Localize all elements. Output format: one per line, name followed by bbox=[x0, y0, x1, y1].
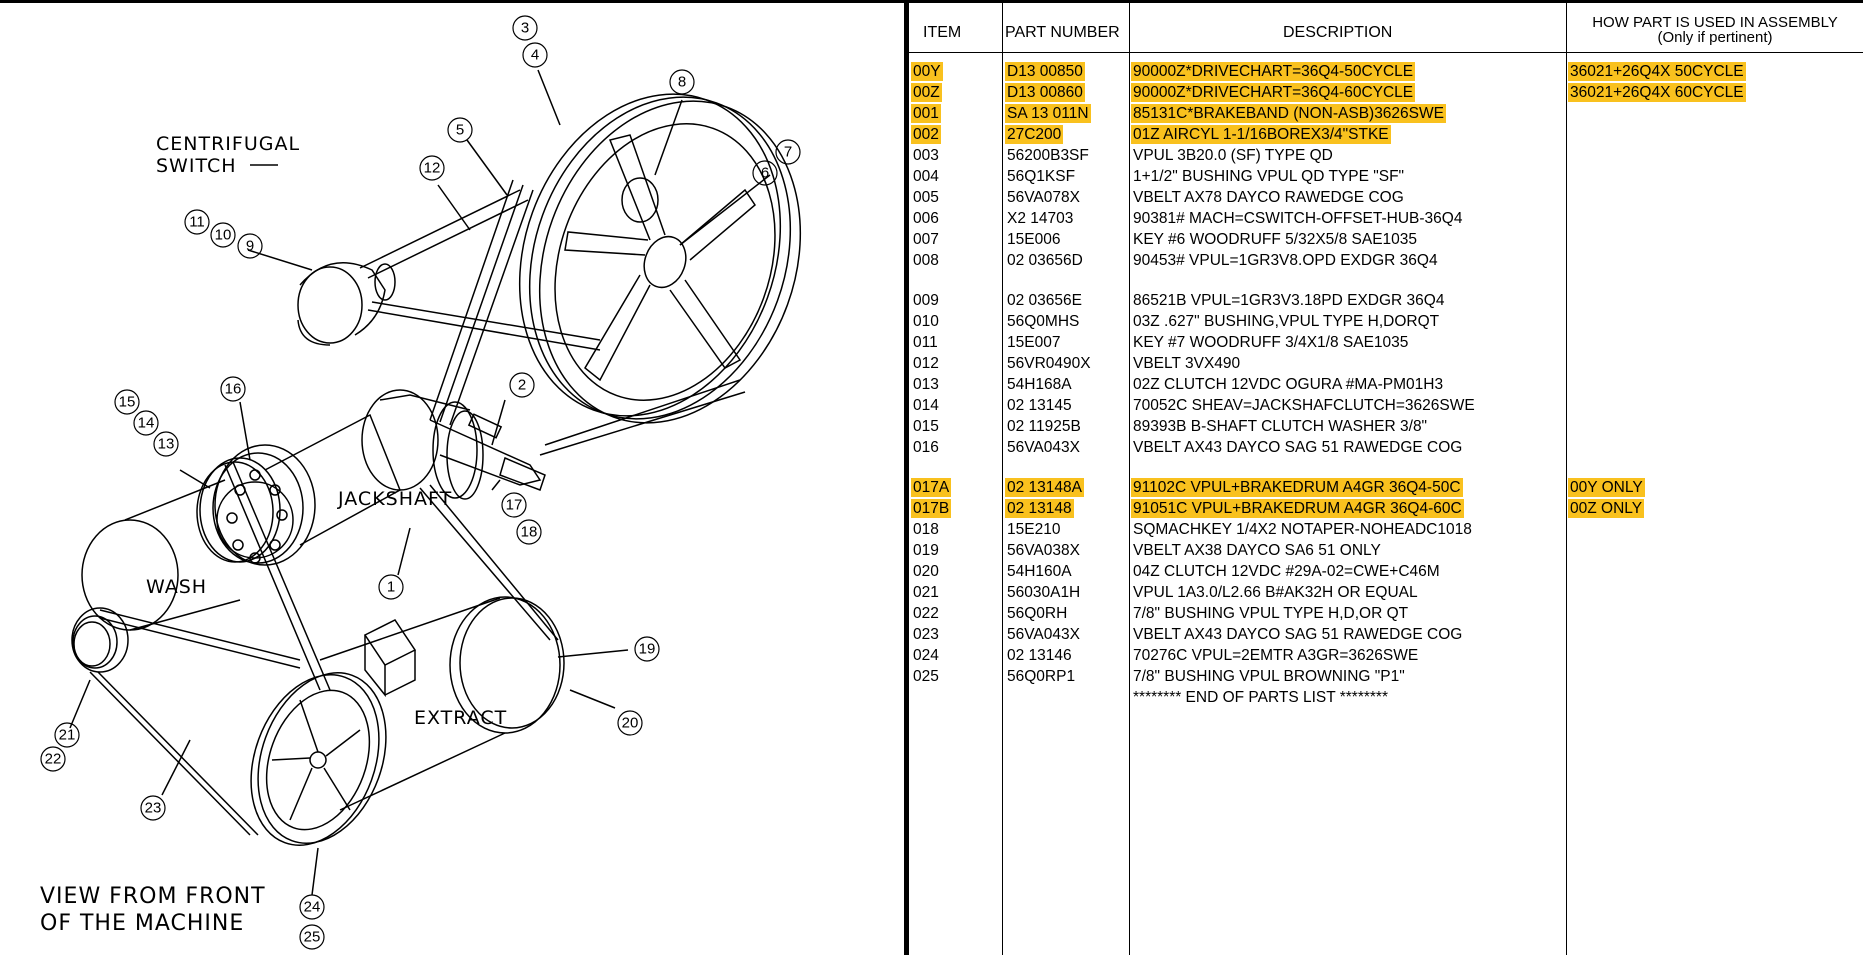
cell-part-number: 02 13145 bbox=[1007, 397, 1072, 414]
cell-item: 005 bbox=[913, 189, 939, 206]
cell-item: 008 bbox=[913, 252, 939, 269]
cell-item: 016 bbox=[913, 439, 939, 456]
callout-20: 20 bbox=[621, 714, 639, 732]
cell-description: 91051C VPUL+BRAKEDRUM A4GR 36Q4-60C bbox=[1133, 500, 1462, 517]
cell-usage: 36021+26Q4X 50CYCLE bbox=[1570, 63, 1744, 80]
cell-item: 004 bbox=[913, 168, 939, 185]
callout-9: 9 bbox=[245, 237, 255, 255]
cell-part-number: 56VA038X bbox=[1007, 542, 1080, 559]
callout-1: 1 bbox=[386, 578, 396, 596]
header-part-number: PART NUMBER bbox=[1005, 24, 1120, 41]
belt-5 bbox=[360, 190, 600, 350]
jackshaft-clutch bbox=[362, 390, 545, 499]
cell-description: VBELT AX38 DAYCO SA6 51 ONLY bbox=[1133, 542, 1381, 559]
view-caption-line1: VIEW FROM FRONT bbox=[40, 884, 266, 909]
callout-2: 2 bbox=[517, 376, 527, 394]
header-usage bbox=[1567, 15, 1863, 45]
cell-part-number: 56Q0RH bbox=[1007, 605, 1068, 622]
cell-description: 70276C VPUL=2EMTR A3GR=3626SWE bbox=[1133, 647, 1419, 664]
cell-item: 003 bbox=[913, 147, 939, 164]
label-centrifugal: CENTRIFUGAL bbox=[156, 133, 301, 155]
cell-item: 020 bbox=[913, 563, 939, 580]
header-rule bbox=[909, 52, 1863, 53]
cell-description: 90381# MACH=CSWITCH-OFFSET-HUB-36Q4 bbox=[1133, 210, 1463, 227]
belt-drive-diagram bbox=[0, 0, 905, 955]
end-of-parts-list: ******** END OF PARTS LIST ******** bbox=[1133, 689, 1388, 706]
cell-part-number: 56030A1H bbox=[1007, 584, 1081, 601]
callout-19: 19 bbox=[638, 640, 656, 658]
cell-item: 022 bbox=[913, 605, 939, 622]
callout-16: 16 bbox=[224, 380, 242, 398]
cell-part-number: 56VA078X bbox=[1007, 189, 1080, 206]
parts-list-table bbox=[909, 3, 1863, 955]
cell-part-number: D13 00860 bbox=[1007, 84, 1083, 101]
cell-item: 006 bbox=[913, 210, 939, 227]
cell-part-number: 56VA043X bbox=[1007, 626, 1080, 643]
cell-description: 01Z AIRCYL 1-1/16BOREX3/4"STKE bbox=[1133, 126, 1389, 143]
cell-part-number: 02 03656D bbox=[1007, 252, 1083, 269]
callout-12: 12 bbox=[423, 159, 441, 177]
header-usage-line1: HOW PART IS USED IN ASSEMBLY bbox=[1592, 14, 1838, 31]
cell-part-number: 15E210 bbox=[1007, 521, 1061, 538]
callout-14: 14 bbox=[137, 414, 155, 432]
cell-item: 014 bbox=[913, 397, 939, 414]
cell-description: 7/8" BUSHING VPUL BROWNING "P1" bbox=[1133, 668, 1405, 685]
large-pulley bbox=[476, 57, 844, 460]
extract-motor bbox=[320, 597, 564, 810]
cell-part-number: 02 13148 bbox=[1007, 500, 1072, 517]
cell-part-number: D13 00850 bbox=[1007, 63, 1083, 80]
cell-item: 013 bbox=[913, 376, 939, 393]
cell-part-number: 56Q0RP1 bbox=[1007, 668, 1076, 685]
cell-description: VBELT AX43 DAYCO SAG 51 RAWEDGE COG bbox=[1133, 439, 1463, 456]
cell-description: 02Z CLUTCH 12VDC OGURA #MA-PM01H3 bbox=[1133, 376, 1444, 393]
callout-22: 22 bbox=[44, 750, 62, 768]
cell-description: 89393B B-SHAFT CLUTCH WASHER 3/8" bbox=[1133, 418, 1428, 435]
cell-description: 1+1/2" BUSHING VPUL QD TYPE "SF" bbox=[1133, 168, 1405, 185]
cell-part-number: 56200B3SF bbox=[1007, 147, 1089, 164]
callout-25: 25 bbox=[303, 928, 321, 946]
cell-description: VBELT AX43 DAYCO SAG 51 RAWEDGE COG bbox=[1133, 626, 1463, 643]
cell-item: 002 bbox=[913, 126, 939, 143]
callout-15: 15 bbox=[118, 393, 136, 411]
cell-description: 85131C*BRAKEBAND (NON-ASB)3626SWE bbox=[1133, 105, 1444, 122]
cell-part-number: 56VA043X bbox=[1007, 439, 1080, 456]
cell-usage: 00Y ONLY bbox=[1570, 479, 1643, 496]
callout-23: 23 bbox=[144, 799, 162, 817]
cell-description: 90000Z*DRIVECHART=36Q4-50CYCLE bbox=[1133, 63, 1414, 80]
component-labels bbox=[40, 133, 507, 936]
cell-item: 017A bbox=[913, 479, 950, 496]
label-extract: EXTRACT bbox=[414, 707, 508, 729]
cell-description: KEY #6 WOODRUFF 5/32X5/8 SAE1035 bbox=[1133, 231, 1418, 248]
column-divider bbox=[1566, 3, 1567, 955]
cell-part-number: 54H160A bbox=[1007, 563, 1072, 580]
cell-part-number: SA 13 011N bbox=[1007, 105, 1089, 122]
header-usage-line2: (Only if pertinent) bbox=[1657, 29, 1773, 46]
cell-item: 007 bbox=[913, 231, 939, 248]
cell-description: SQMACHKEY 1/4X2 NOTAPER-NOHEADC1018 bbox=[1133, 521, 1472, 538]
cell-description: 03Z .627" BUSHING,VPUL TYPE H,DORQT bbox=[1133, 313, 1440, 330]
cell-description: 90453# VPUL=1GR3V8.OPD EXDGR 36Q4 bbox=[1133, 252, 1438, 269]
cell-part-number: 15E007 bbox=[1007, 334, 1061, 351]
column-divider bbox=[1002, 3, 1003, 955]
cell-part-number: 02 13146 bbox=[1007, 647, 1072, 664]
cell-description: 86521B VPUL=1GR3V3.18PD EXDGR 36Q4 bbox=[1133, 292, 1445, 309]
cell-description: 91102C VPUL+BRAKEDRUM A4GR 36Q4-50C bbox=[1133, 479, 1461, 496]
cell-item: 011 bbox=[913, 334, 938, 351]
cell-part-number: 54H168A bbox=[1007, 376, 1072, 393]
cell-part-number: 27C200 bbox=[1007, 126, 1062, 143]
callout-8: 8 bbox=[677, 73, 687, 91]
callout-3: 3 bbox=[520, 19, 530, 37]
callout-21: 21 bbox=[58, 726, 76, 744]
cell-usage: 36021+26Q4X 60CYCLE bbox=[1570, 84, 1744, 101]
header-item: ITEM bbox=[923, 24, 962, 41]
callout-5: 5 bbox=[455, 121, 465, 139]
cell-description: VBELT 3VX490 bbox=[1133, 355, 1241, 372]
cell-description: VBELT AX78 DAYCO RAWEDGE COG bbox=[1133, 189, 1404, 206]
callout-11: 11 bbox=[189, 213, 205, 231]
cell-description: VPUL 3B20.0 (SF) TYPE QD bbox=[1133, 147, 1333, 164]
cell-item: 021 bbox=[913, 584, 939, 601]
cell-description: KEY #7 WOODRUFF 3/4X1/8 SAE1035 bbox=[1133, 334, 1409, 351]
callout-10: 10 bbox=[214, 226, 232, 244]
cell-item: 017B bbox=[913, 500, 950, 517]
cell-item: 025 bbox=[913, 668, 939, 685]
cell-item: 015 bbox=[913, 418, 939, 435]
cell-part-number: 15E006 bbox=[1007, 231, 1061, 248]
cell-part-number: 02 11925B bbox=[1007, 418, 1081, 435]
callout-13: 13 bbox=[157, 435, 175, 453]
cell-item: 024 bbox=[913, 647, 939, 664]
cell-item: 019 bbox=[913, 542, 939, 559]
column-divider bbox=[1129, 3, 1130, 955]
label-jackshaft: JACKSHAFT bbox=[338, 488, 453, 510]
cell-description: 70052C SHEAV=JACKSHAFCLUTCH=3626SWE bbox=[1133, 397, 1475, 414]
callout-4: 4 bbox=[530, 46, 540, 64]
cell-part-number: 02 13148A bbox=[1007, 479, 1082, 496]
belt-12 bbox=[430, 180, 745, 455]
label-switch: SWITCH bbox=[156, 155, 237, 177]
header-description: DESCRIPTION bbox=[1283, 24, 1393, 41]
callout-6: 6 bbox=[760, 164, 770, 182]
cell-part-number: 02 03656E bbox=[1007, 292, 1082, 309]
callout-18: 18 bbox=[520, 523, 538, 541]
cell-description: VPUL 1A3.0/L2.66 B#AK32H OR EQUAL bbox=[1133, 584, 1418, 601]
cell-description: 90000Z*DRIVECHART=36Q4-60CYCLE bbox=[1133, 84, 1414, 101]
cell-item: 009 bbox=[913, 292, 939, 309]
callout-7: 7 bbox=[783, 143, 793, 161]
cell-item: 018 bbox=[913, 521, 939, 538]
cell-part-number: 56Q0MHS bbox=[1007, 313, 1080, 330]
cell-usage: 00Z ONLY bbox=[1570, 500, 1643, 517]
cell-part-number: 56Q1KSF bbox=[1007, 168, 1076, 185]
cell-item: 00Z bbox=[913, 84, 940, 101]
cell-item: 00Y bbox=[913, 63, 941, 80]
cell-item: 010 bbox=[913, 313, 939, 330]
callout-17: 17 bbox=[505, 496, 523, 514]
cell-description: 04Z CLUTCH 12VDC #29A-02=CWE+C46M bbox=[1133, 563, 1440, 580]
callout-24: 24 bbox=[303, 898, 321, 916]
label-wash: WASH bbox=[146, 576, 208, 598]
cell-part-number: 56VR0490X bbox=[1007, 355, 1091, 372]
cell-description: 7/8" BUSHING VPUL TYPE H,D,OR QT bbox=[1133, 605, 1409, 622]
cell-item: 001 bbox=[913, 105, 939, 122]
belt-23 bbox=[90, 610, 300, 835]
view-caption-line2: OF THE MACHINE bbox=[40, 911, 245, 936]
cell-part-number: X2 14703 bbox=[1007, 210, 1074, 227]
cell-item: 012 bbox=[913, 355, 939, 372]
cell-item: 023 bbox=[913, 626, 939, 643]
